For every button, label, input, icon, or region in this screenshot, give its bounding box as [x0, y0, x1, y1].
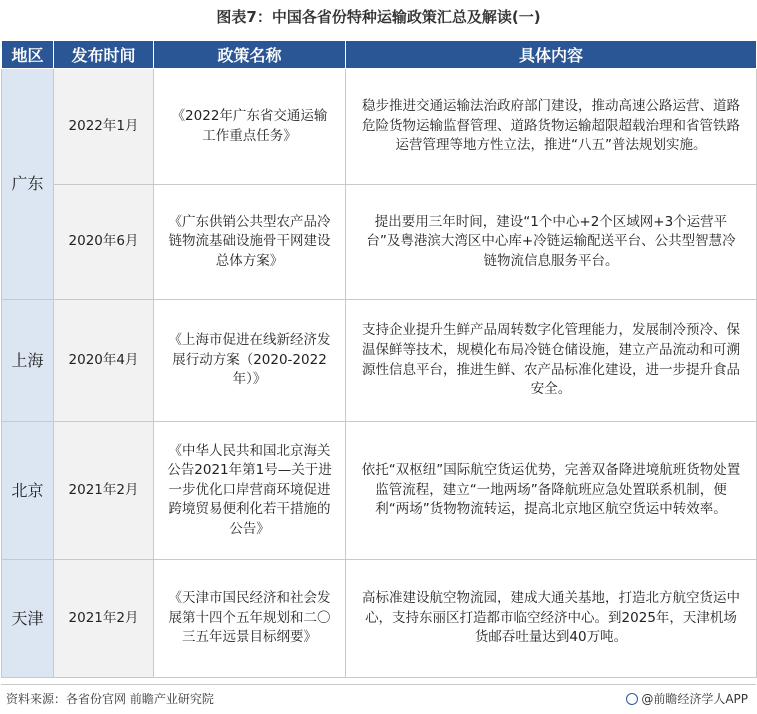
region-cell: 广东 — [2, 69, 54, 300]
brand-label: @前瞻经济学人APP — [641, 692, 748, 706]
policy-cell: 《2022年广东省交通运输工作重点任务》 — [154, 69, 346, 185]
policy-table — [1, 40, 757, 678]
region-cell: 北京 — [2, 422, 54, 560]
content-cell: 依托“双枢纽”国际航空货运优势，完善双备降进境航班货物处置监管流程，建立“一地两场”备降航班应急处置联系机制，便利“两场”货物物流转运，提高北京地区航空货运中转效率。 — [346, 422, 757, 560]
page-title: 图表7：中国各省份特种运输政策汇总及解读(一) — [216, 8, 541, 26]
content-cell: 稳步推进交通运输法治政府部门建设，推动高速公路运营、道路危险货物运输监督管理、道路货物运输超限超载治理和省管铁路运营管理等地方性立法，推进“八五”普法规划实施。 — [346, 69, 757, 185]
date-cell: 2020年4月 — [54, 300, 154, 422]
date-cell: 2021年2月 — [54, 422, 154, 560]
header-date: 发布时间 — [54, 41, 154, 69]
policy-cell: 《中华人民共和国北京海关公告2021年第1号—关于进一步优化口岸营商环境促进跨境贸易便利化若干措施的公告》 — [154, 422, 346, 560]
table-row — [2, 69, 757, 185]
content-cell: 提出要用三年时间，建设“1个中心+2个区域网+3个运营平台”及粤港滨大湾区中心库+冷链运输配送平台、公共型智慧冷链物流信息服务平台。 — [346, 185, 757, 300]
header-content: 具体内容 — [346, 41, 757, 69]
content-cell: 高标准建设航空物流园，建成大通关基地，打造北方航空货运中心，支持东丽区打造都市临空经济中心。到2025年，天津机场货邮吞吐量达到40万吨。 — [346, 560, 757, 678]
policy-cell: 《天津市国民经济和社会发展第十四个五年规划和二〇三五年远景目标纲要》 — [154, 560, 346, 678]
header-policy: 政策名称 — [154, 41, 346, 69]
source-note: 资料来源：各省份官网 前瞻产业研究院 — [6, 692, 214, 706]
brand-credit — [626, 690, 748, 707]
header-region: 地区 — [2, 41, 54, 69]
region-cell: 天津 — [2, 560, 54, 678]
region-cell: 上海 — [2, 300, 54, 422]
table-row — [2, 300, 757, 422]
policy-cell: 《上海市促进在线新经济发展行动方案（2020-2022年）》 — [154, 300, 346, 422]
table-header-row — [2, 41, 757, 69]
date-cell: 2021年2月 — [54, 560, 154, 678]
table-row — [2, 560, 757, 678]
date-cell: 2020年6月 — [54, 185, 154, 300]
content-cell: 支持企业提升生鲜产品周转数字化管理能力，发展制冷预冷、保温保鲜等技术，规模化布局冷链仓储设施，建立产品流动和可溯源性信息平台，推进生鲜、农产品标准化建设，进一步提升食品安全。 — [346, 300, 757, 422]
footer — [4, 688, 754, 710]
footer-divider — [1, 684, 756, 685]
table-row — [2, 185, 757, 300]
qianzhan-logo-icon — [626, 693, 638, 705]
date-cell: 2022年1月 — [54, 69, 154, 185]
policy-cell: 《广东供销公共型农产品冷链物流基础设施骨干网建设总体方案》 — [154, 185, 346, 300]
table-row — [2, 422, 757, 560]
